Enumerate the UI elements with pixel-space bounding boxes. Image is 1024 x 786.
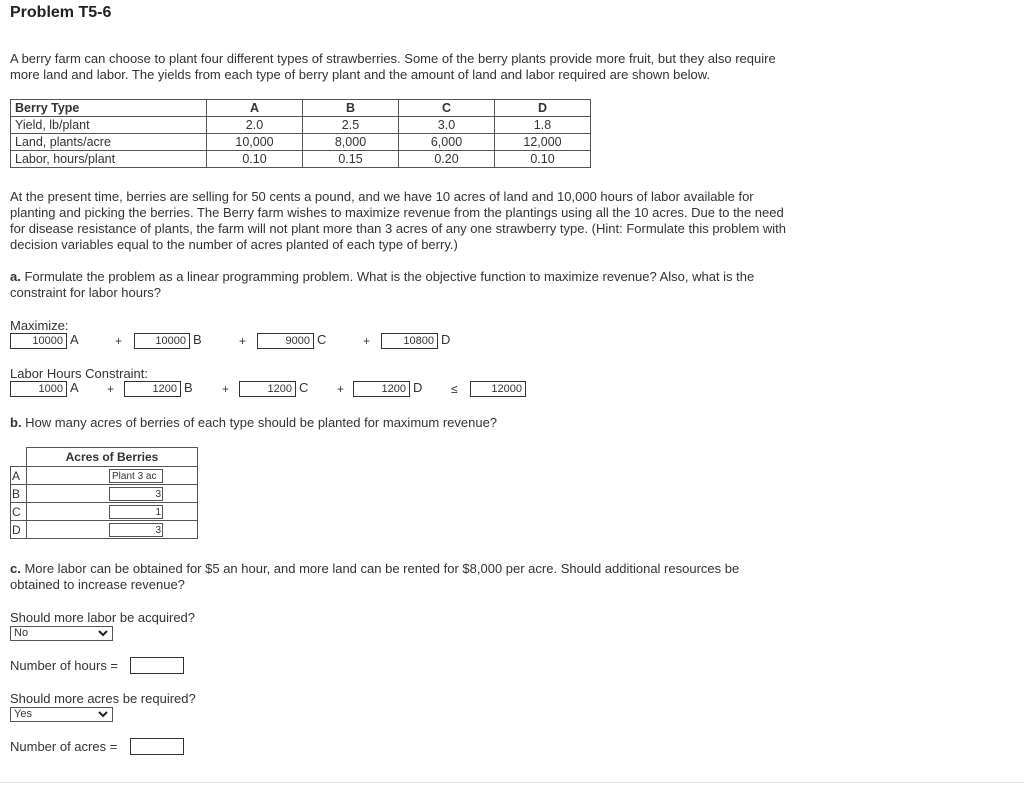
part-b-question	[10, 415, 1010, 431]
part-c-text: More labor can be obtained for $5 an hour, and more land can be rented for $8,000 per acre. Should additional resources be obtained to increase revenue?	[10, 561, 740, 592]
table-row-label: Labor, hours/plant	[11, 151, 207, 168]
chevron-down-icon	[98, 628, 108, 638]
table-cell: 0.10	[495, 151, 591, 168]
acres-row-label: A	[11, 467, 27, 485]
objective-coef-c-input[interactable]: 9000	[257, 333, 314, 349]
part-a-letter: a.	[10, 269, 21, 284]
objective-coef-a-input[interactable]: 10000	[10, 333, 67, 349]
table-cell: 0.10	[207, 151, 303, 168]
objective-var-b: B	[193, 332, 202, 347]
plus-sign: +	[222, 382, 230, 396]
plus-sign: +	[363, 334, 371, 348]
table-row-label: Land, plants/acre	[11, 134, 207, 151]
acres-a-input[interactable]: Plant 3 ac	[109, 469, 163, 483]
acres-label: Number of acres =	[10, 739, 118, 754]
acres-acquire-value: Yes	[14, 708, 32, 720]
objective-coef-d-input[interactable]: 10800	[381, 333, 438, 349]
labor-var-a: A	[70, 380, 79, 395]
table-header-cell: A	[207, 100, 303, 117]
part-b-letter: b.	[10, 415, 22, 430]
acres-b-input[interactable]: 3	[109, 487, 163, 501]
part-a-text: Formulate the problem as a linear programming problem. What is the objective function to maximize revenue? Also, what is the constraint for labor hours?	[10, 269, 755, 300]
labor-coef-b-input[interactable]: 1200	[124, 381, 181, 397]
maximize-label: Maximize:	[10, 318, 69, 333]
labor-constraint-label: Labor Hours Constraint:	[10, 366, 149, 381]
labor-acquire-select[interactable]	[10, 626, 113, 641]
hours-label: Number of hours =	[10, 658, 119, 673]
table-header-cell: Berry Type	[11, 100, 207, 117]
labor-var-c: C	[299, 380, 309, 395]
hours-input[interactable]	[130, 657, 184, 674]
berry-data-table	[10, 99, 591, 168]
acres-row-label: C	[11, 503, 27, 521]
labor-question-label: Should more labor be acquired?	[10, 610, 196, 625]
acres-row-label: D	[11, 521, 27, 539]
part-c-letter: c.	[10, 561, 21, 576]
table-header-cell: C	[399, 100, 495, 117]
table-cell: 2.5	[303, 117, 399, 134]
objective-coef-b-input[interactable]: 10000	[134, 333, 190, 349]
chevron-down-icon	[98, 709, 108, 719]
problem-intro: A berry farm can choose to plant four different types of strawberries. Some of the berry plants provide more fruit, but they also require more land and labor. The yields from each type of berry plant and the amount of land and labor required are shown below.	[10, 51, 776, 82]
plus-sign: +	[107, 382, 115, 396]
table-cell: 2.0	[207, 117, 303, 134]
part-a-question	[10, 269, 1010, 301]
plus-sign: +	[115, 334, 123, 348]
acres-row-label: B	[11, 485, 27, 503]
part-b-text: How many acres of berries of each type should be planted for maximum revenue?	[21, 415, 498, 430]
plus-sign: +	[239, 334, 247, 348]
labor-rhs-input[interactable]: 12000	[470, 381, 526, 397]
acres-table-header: Acres of Berries	[27, 448, 198, 467]
labor-coef-d-input[interactable]: 1200	[353, 381, 410, 397]
table-cell: 0.15	[303, 151, 399, 168]
table-row-label: Yield, lb/plant	[11, 117, 207, 134]
acres-d-input[interactable]: 3	[109, 523, 163, 537]
acres-question-label: Should more acres be required?	[10, 691, 196, 706]
table-cell: 1.8	[495, 117, 591, 134]
part-c-question	[10, 561, 1010, 593]
objective-var-c: C	[317, 332, 327, 347]
plus-sign: +	[337, 382, 345, 396]
labor-coef-a-input[interactable]: 1000	[10, 381, 67, 397]
labor-var-d: D	[413, 380, 423, 395]
table-header-cell: D	[495, 100, 591, 117]
table-header-cell: B	[303, 100, 399, 117]
table-cell: 8,000	[303, 134, 399, 151]
page-title: Problem T5-6	[10, 4, 112, 21]
labor-var-b: B	[184, 380, 193, 395]
table-cell: 10,000	[207, 134, 303, 151]
table-cell: 3.0	[399, 117, 495, 134]
acres-acquire-select[interactable]	[10, 707, 113, 722]
acres-input[interactable]	[130, 738, 184, 755]
problem-context: At the present time, berries are selling for 50 cents a pound, and we have 10 acres of land and 10,000 hours of labor available for planting and picking the berries. The Berry farm wishes to maximize revenue from the plantings using all the 10 acres. Due to the need for disease resistance of plants, the farm will not plant more than 3 acres of any one strawberry type. (Hint: Formulate this problem with decision variables equal to the number of acres planted of each type of berry.)	[10, 189, 787, 252]
acres-c-input[interactable]: 1	[109, 505, 163, 519]
objective-var-d: D	[441, 332, 451, 347]
divider	[0, 782, 1024, 783]
labor-acquire-value: No	[14, 627, 29, 639]
table-cell: 6,000	[399, 134, 495, 151]
labor-coef-c-input[interactable]: 1200	[239, 381, 296, 397]
acres-table	[10, 447, 198, 539]
objective-var-a: A	[70, 332, 79, 347]
table-cell: 0.20	[399, 151, 495, 168]
leq-sign: ≤	[451, 382, 458, 396]
table-cell: 12,000	[495, 134, 591, 151]
